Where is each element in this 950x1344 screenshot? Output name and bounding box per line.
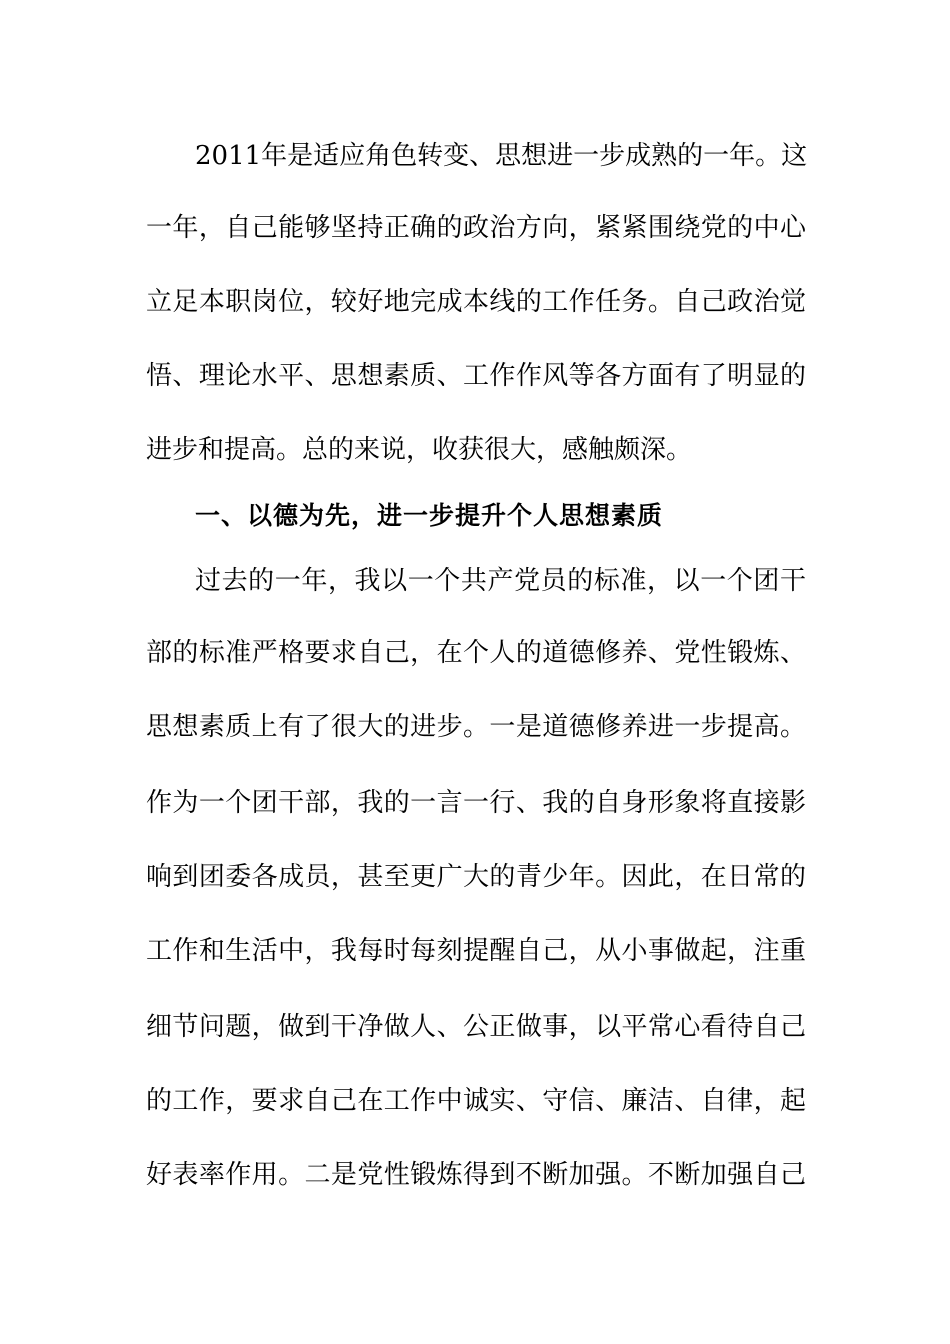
- paragraph-intro-line-5: 进步和提高。总的来说，收获很大，感触颇深。: [146, 435, 693, 465]
- paragraph-intro-line-2: 一年，自己能够坚持正确的政治方向，紧紧围绕党的中心: [146, 213, 806, 243]
- paragraph-section1-line-8: 的工作，要求自己在工作中诚实、守信、廉洁、自律，起: [146, 1086, 806, 1116]
- paragraph-section1-line-6: 工作和生活中，我每时每刻提醒自己，从小事做起，注重: [146, 936, 806, 966]
- paragraph-section1-line-2: 部的标准严格要求自己，在个人的道德修养、党性锻炼、: [146, 638, 806, 668]
- paragraph-intro-line-1: 2011年是适应角色转变、思想进一步成熟的一年。这: [195, 141, 808, 171]
- paragraph-intro-line-3: 立足本职岗位，较好地完成本线的工作任务。自己政治觉: [146, 287, 806, 317]
- paragraph-intro-line-4: 悟、理论水平、思想素质、工作作风等各方面有了明显的: [146, 361, 806, 391]
- paragraph-section1-line-9: 好表率作用。二是党性锻炼得到不断加强。不断加强自己: [146, 1160, 806, 1190]
- paragraph-section1-line-1: 过去的一年，我以一个共产党员的标准，以一个团干: [195, 566, 806, 596]
- paragraph-section1-line-5: 响到团委各成员，甚至更广大的青少年。因此，在日常的: [146, 862, 806, 892]
- section-heading: 一、以德为先，进一步提升个人思想素质: [195, 501, 664, 530]
- paragraph-section1-line-4: 作为一个团干部，我的一言一行、我的自身形象将直接影: [146, 788, 806, 818]
- paragraph-section1-line-3: 思想素质上有了很大的进步。一是道德修养进一步提高。: [146, 712, 806, 742]
- paragraph-section1-line-7: 细节问题，做到干净做人、公正做事，以平常心看待自己: [146, 1012, 806, 1042]
